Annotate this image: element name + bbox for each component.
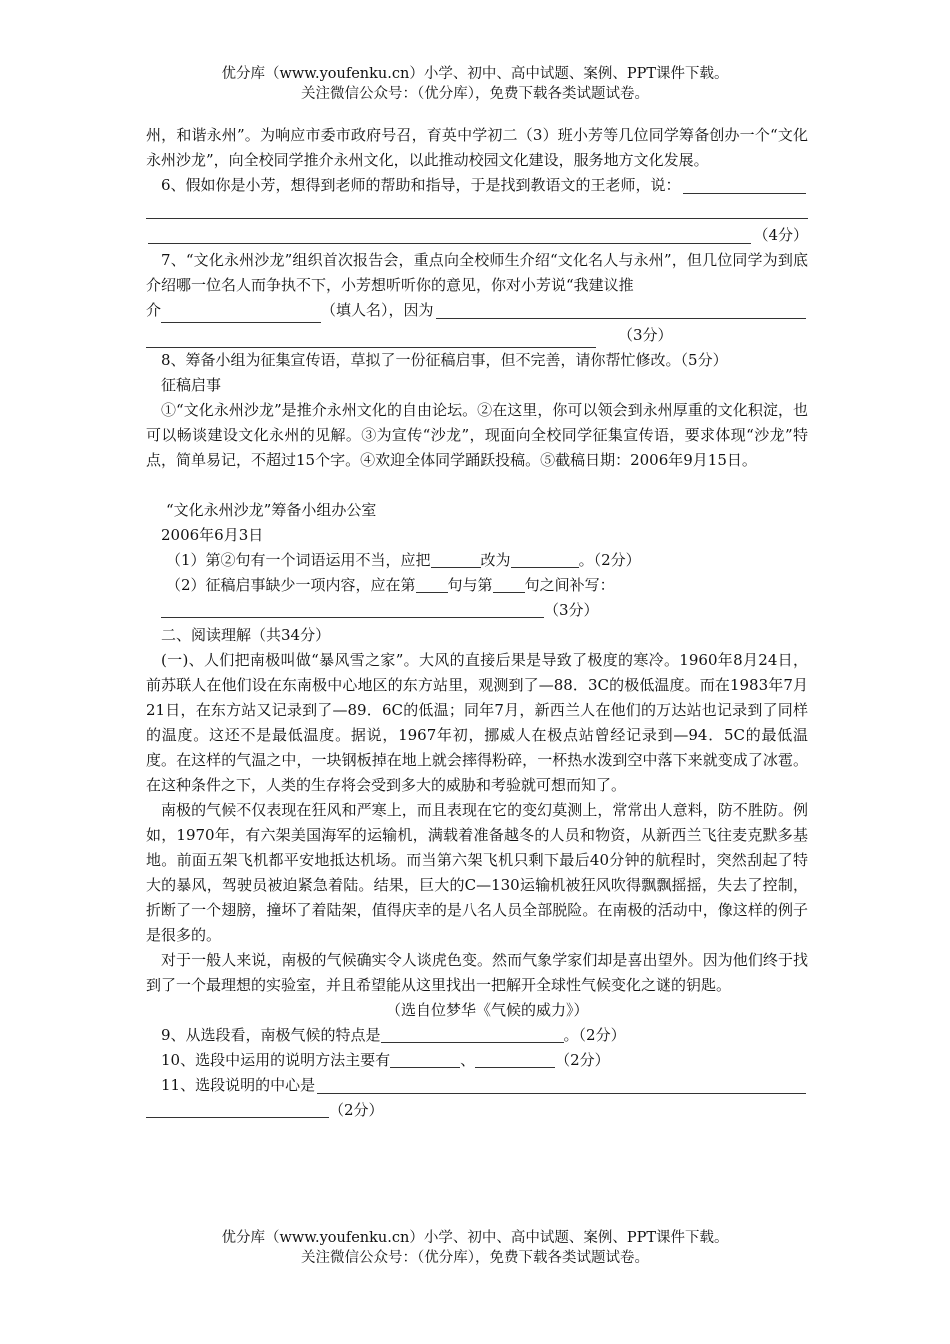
answer-blank-10a[interactable]: [390, 1051, 460, 1068]
question-10: [146, 1048, 808, 1073]
question-7-mid: （填人名），因为: [321, 301, 434, 319]
name-blank-7[interactable]: [161, 306, 321, 323]
question-7-answer-row: [146, 323, 808, 348]
sub-1-text-a: （1）第②句有一个词语运用不当，应把: [166, 551, 431, 569]
question-6: [146, 173, 808, 198]
answer-blank-10b[interactable]: [475, 1051, 555, 1068]
notice-date: 2006年6月3日: [161, 526, 264, 544]
question-11-score: （2分）: [329, 1101, 384, 1119]
blank-8-1a[interactable]: [431, 551, 481, 568]
notice-body: ①“文化永州沙龙”是推介永州文化的自由论坛。②在这里，你可以领会到永州厚重的文化积淀，也可以畅谈建设文化永州的见解。③为宣传“沙龙”，现面向全校同学征集宣传语，要求体现“沙龙”特点，简单易记，不超过15个字。④欢迎全体同学踊跃投稿。⑤截稿日期：2006年9月15日。: [146, 401, 808, 469]
blank-8-2a[interactable]: [416, 576, 448, 593]
question-7-fill-row: [146, 298, 808, 323]
question-10-text: 10、选段中运用的说明方法主要有: [161, 1051, 391, 1069]
question-6-answer-row: [146, 223, 808, 248]
sub-2-text-b: 句与第: [447, 576, 493, 594]
passage-paragraph-3: 对于一般人来说，南极的气候确实令人谈虎色变。然而气象学家们却是喜出望外。因为他们终于找到了一个最理想的实验室，并且希望能从这里找出一把解开全球性气候变化之谜的钥匙。: [146, 951, 808, 994]
question-9: [146, 1023, 808, 1048]
spacer: [146, 473, 808, 498]
section-2-heading: 二、阅读理解（共34分）: [161, 626, 331, 644]
question-7-prefix: 介: [146, 301, 162, 319]
question-6-score: （4分）: [753, 226, 808, 244]
page-header: [0, 64, 950, 104]
header-line-2: 关注微信公众号：（优分库），免费下载各类试题试卷。: [301, 86, 649, 102]
question-10-sep: 、: [460, 1051, 476, 1069]
answer-line-6b[interactable]: [146, 198, 808, 219]
question-7-score: （3分）: [618, 326, 673, 344]
sub-1-text-b: 改为: [480, 551, 511, 569]
answer-blank-11a[interactable]: [317, 1075, 806, 1094]
answer-blank-6c[interactable]: [148, 225, 751, 244]
page-footer: [0, 1228, 950, 1268]
question-11-text: 11、选段说明的中心是: [161, 1076, 316, 1094]
question-8-sub-2: [146, 573, 808, 598]
passage-paragraph-2: 南极的气候不仅表现在狂风和严寒上，而且表现在它的变幻莫测上，常常出人意料，防不胜防。例如，1970年，有六架美国海军的运输机，满载着准备越冬的人员和物资，从新西兰飞往麦克默多基地。前面五架飞机都平安地抵达机场。而当第六架飞机只剩下最后40分钟的航程时，突然刮起了特大的暴风，驾驶员被迫紧急着陆。结果，巨大的C—130运输机被狂风吹得飘飘摇摇，失去了控制，折断了一个翅膀，撞坏了着陆架，值得庆幸的是八名人员全部脱险。在南极的活动中，像这样的例子是很多的。: [146, 801, 808, 944]
reason-blank-7b[interactable]: [146, 331, 596, 348]
passage-paragraph-1: (一)、人们把南极叫做“暴风雪之家”。大风的直接后果是导致了极度的寒冷。1960年8月24日，前苏联人在他们设在东南极中心地区的东方站里，观测到了—88．3C的极低温度。而在1983年7月21日，在东方站又记录到了—89．6C的低温；同年7月，新西兰人在他们的万达站也记录到了同样的温度。这还不是最低温度。据说，1967年初，挪威人在极点站曾经记录到—94．5C的最低温度。在这样的气温之中，一块钢板掉在地上就会摔得粉碎，一杯热水泼到空中落下来就变成了冰雹。在这种条件之下，人类的生存将会受到多大的威胁和考验就可想而知了。: [146, 651, 808, 794]
intro-paragraph: 州，和谐永州”。为响应市委市政府号召，育英中学初二（3）班小芳等几位同学筹备创办一个“文化永州沙龙”，向全校同学推介永州文化，以此推动校园文化建设，服务地方文化发展。: [146, 126, 808, 169]
question-9-text: 9、从选段看，南极气候的特点是: [161, 1026, 381, 1044]
question-6-text: 6、假如你是小芳，想得到老师的帮助和指导，于是找到教语文的王老师，说：: [161, 176, 681, 194]
blank-8-2b[interactable]: [493, 576, 525, 593]
question-11: [146, 1073, 808, 1098]
answer-blank-11b[interactable]: [146, 1101, 329, 1118]
blank-8-1b[interactable]: [511, 551, 579, 568]
sub-2-score: （3分）: [544, 601, 599, 619]
sub-2-text-c: 句之间补写：: [524, 576, 615, 594]
question-8-text: 8、筹备小组为征集宣传语，草拟了一份征稿启事，但不完善，请你帮忙修改。（5分）: [161, 351, 728, 369]
notice-office: “文化永州沙龙”筹备小组办公室: [166, 501, 377, 519]
footer-line-1: 优分库（www.youfenku.cn）小学、初中、高中试题、案例、PPT课件下载。: [221, 1230, 729, 1246]
question-10-score: （2分）: [555, 1051, 610, 1069]
answer-blank-9[interactable]: [381, 1026, 564, 1043]
question-8-sub-2-answer: [146, 598, 808, 623]
question-11-answer-row: [146, 1098, 808, 1123]
blank-8-2c[interactable]: [161, 601, 544, 618]
question-9-score: 。（2分）: [563, 1026, 626, 1044]
sub-1-text-c: 。（2分）: [578, 551, 641, 569]
header-line-1: 优分库（www.youfenku.cn）小学、初中、高中试题、案例、PPT课件下载。: [221, 66, 729, 82]
answer-blank-6a[interactable]: [683, 175, 806, 194]
passage-source: （选自位梦华《气候的威力》）: [386, 1001, 589, 1019]
exam-content: [146, 123, 808, 1123]
question-8-sub-1: [146, 548, 808, 573]
notice-title: 征稿启事: [161, 376, 222, 394]
reason-blank-7[interactable]: [436, 300, 806, 319]
sub-2-text-a: （2）征稿启事缺少一项内容，应在第: [166, 576, 416, 594]
footer-line-2: 关注微信公众号：（优分库），免费下载各类试题试卷。: [301, 1250, 649, 1266]
question-7-text: 7、“文化永州沙龙”组织首次报告会，重点向全校师生介绍“文化名人与永州”，但几位同学为到底介绍哪一位名人而争执不下，小芳想听听你的意见，你对小芳说“我建议推: [146, 251, 808, 294]
